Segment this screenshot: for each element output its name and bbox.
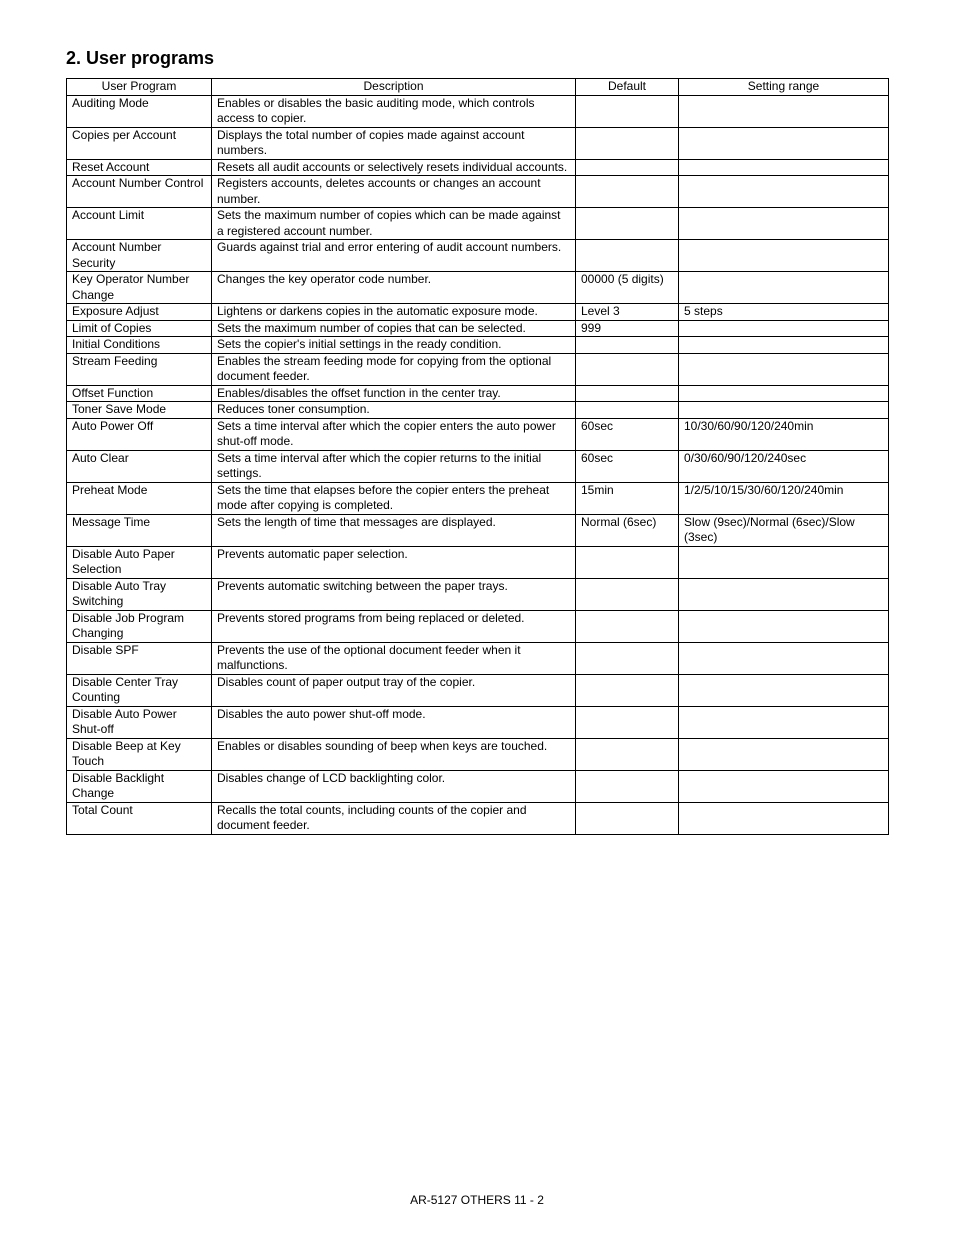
- cell-default: [576, 385, 679, 402]
- cell-default: [576, 674, 679, 706]
- cell-user-program: Limit of Copies: [67, 320, 212, 337]
- table-row: [67, 159, 889, 176]
- table-row: [67, 546, 889, 578]
- cell-user-program: Account Limit: [67, 208, 212, 240]
- cell-setting-range: [679, 610, 889, 642]
- cell-description: Enables or disables the basic auditing mode, which controls access to copier.: [212, 95, 576, 127]
- cell-description: Enables the stream feeding mode for copying from the optional document feeder.: [212, 353, 576, 385]
- cell-setting-range: [679, 642, 889, 674]
- cell-description: Resets all audit accounts or selectively resets individual accounts.: [212, 159, 576, 176]
- cell-user-program: Stream Feeding: [67, 353, 212, 385]
- cell-description: Lightens or darkens copies in the automatic exposure mode.: [212, 304, 576, 321]
- table-row: [67, 770, 889, 802]
- column-header-user-program: User Program: [67, 79, 212, 96]
- cell-description: Guards against trial and error entering of audit account numbers.: [212, 240, 576, 272]
- cell-default: [576, 738, 679, 770]
- cell-setting-range: [679, 337, 889, 354]
- cell-user-program: Disable Center Tray Counting: [67, 674, 212, 706]
- cell-setting-range: Slow (9sec)/Normal (6sec)/Slow (3sec): [679, 514, 889, 546]
- cell-setting-range: [679, 176, 889, 208]
- cell-user-program: Auditing Mode: [67, 95, 212, 127]
- cell-description: Prevents the use of the optional document feeder when it malfunctions.: [212, 642, 576, 674]
- cell-user-program: Exposure Adjust: [67, 304, 212, 321]
- cell-user-program: Key Operator Number Change: [67, 272, 212, 304]
- cell-default: [576, 642, 679, 674]
- cell-user-program: Initial Conditions: [67, 337, 212, 354]
- cell-user-program: Account Number Security: [67, 240, 212, 272]
- cell-description: Sets the maximum number of copies that can be selected.: [212, 320, 576, 337]
- cell-user-program: Disable SPF: [67, 642, 212, 674]
- cell-description: Registers accounts, deletes accounts or changes an account number.: [212, 176, 576, 208]
- table-row: [67, 208, 889, 240]
- cell-description: Prevents automatic switching between the paper trays.: [212, 578, 576, 610]
- cell-default: 60sec: [576, 450, 679, 482]
- table-row: [67, 402, 889, 419]
- cell-default: [576, 240, 679, 272]
- table-row: [67, 385, 889, 402]
- table-row: [67, 674, 889, 706]
- cell-description: Disables count of paper output tray of the copier.: [212, 674, 576, 706]
- table-row: [67, 272, 889, 304]
- table-row: [67, 320, 889, 337]
- cell-user-program: Copies per Account: [67, 127, 212, 159]
- table-row: [67, 482, 889, 514]
- cell-default: 60sec: [576, 418, 679, 450]
- cell-user-program: Account Number Control: [67, 176, 212, 208]
- user-programs-table: [66, 78, 889, 835]
- cell-user-program: Offset Function: [67, 385, 212, 402]
- table-row: [67, 706, 889, 738]
- cell-user-program: Disable Auto Tray Switching: [67, 578, 212, 610]
- cell-setting-range: 5 steps: [679, 304, 889, 321]
- cell-user-program: Disable Beep at Key Touch: [67, 738, 212, 770]
- cell-description: Recalls the total counts, including counts of the copier and document feeder.: [212, 802, 576, 834]
- cell-default: [576, 610, 679, 642]
- cell-description: Prevents automatic paper selection.: [212, 546, 576, 578]
- table-row: [67, 176, 889, 208]
- cell-setting-range: [679, 706, 889, 738]
- column-header-default: Default: [576, 79, 679, 96]
- table-body: [67, 95, 889, 834]
- cell-description: Reduces toner consumption.: [212, 402, 576, 419]
- column-header-setting-range: Setting range: [679, 79, 889, 96]
- cell-setting-range: [679, 802, 889, 834]
- cell-setting-range: 1/2/5/10/15/30/60/120/240min: [679, 482, 889, 514]
- cell-user-program: Reset Account: [67, 159, 212, 176]
- cell-setting-range: 0/30/60/90/120/240sec: [679, 450, 889, 482]
- cell-default: [576, 95, 679, 127]
- cell-setting-range: [679, 674, 889, 706]
- cell-default: [576, 176, 679, 208]
- cell-setting-range: [679, 127, 889, 159]
- cell-setting-range: [679, 578, 889, 610]
- page-title: 2. User programs: [66, 48, 215, 68]
- cell-default: [576, 802, 679, 834]
- table-row: [67, 802, 889, 834]
- cell-setting-range: [679, 95, 889, 127]
- cell-setting-range: [679, 546, 889, 578]
- cell-default: [576, 127, 679, 159]
- cell-setting-range: [679, 159, 889, 176]
- cell-setting-range: [679, 353, 889, 385]
- cell-setting-range: 10/30/60/90/120/240min: [679, 418, 889, 450]
- cell-setting-range: [679, 240, 889, 272]
- cell-setting-range: [679, 272, 889, 304]
- cell-description: Disables the auto power shut-off mode.: [212, 706, 576, 738]
- cell-user-program: Disable Job Program Changing: [67, 610, 212, 642]
- cell-setting-range: [679, 208, 889, 240]
- cell-default: [576, 546, 679, 578]
- cell-description: Sets the maximum number of copies which can be made against a registered account number.: [212, 208, 576, 240]
- cell-default: Level 3: [576, 304, 679, 321]
- cell-description: Enables or disables sounding of beep when keys are touched.: [212, 738, 576, 770]
- cell-user-program: Auto Clear: [67, 450, 212, 482]
- cell-description: Disables change of LCD backlighting color.: [212, 770, 576, 802]
- cell-setting-range: [679, 320, 889, 337]
- table-row: [67, 418, 889, 450]
- table-row: [67, 450, 889, 482]
- cell-user-program: Preheat Mode: [67, 482, 212, 514]
- table-row: [67, 610, 889, 642]
- cell-default: 00000 (5 digits): [576, 272, 679, 304]
- cell-setting-range: [679, 770, 889, 802]
- cell-setting-range: [679, 738, 889, 770]
- cell-description: Changes the key operator code number.: [212, 272, 576, 304]
- cell-default: [576, 208, 679, 240]
- table-row: [67, 127, 889, 159]
- table-row: [67, 95, 889, 127]
- cell-default: [576, 770, 679, 802]
- column-header-description: Description: [212, 79, 576, 96]
- table-row: [67, 578, 889, 610]
- table-row: [67, 240, 889, 272]
- cell-default: [576, 578, 679, 610]
- table-row: [67, 304, 889, 321]
- cell-setting-range: [679, 402, 889, 419]
- table-row: [67, 642, 889, 674]
- cell-setting-range: [679, 385, 889, 402]
- cell-default: [576, 706, 679, 738]
- table-header-row: [67, 79, 889, 96]
- page-footer: AR-5127 OTHERS 11 - 2: [410, 1193, 544, 1207]
- cell-description: Sets the length of time that messages are displayed.: [212, 514, 576, 546]
- cell-description: Prevents stored programs from being replaced or deleted.: [212, 610, 576, 642]
- table-row: [67, 738, 889, 770]
- cell-default: [576, 402, 679, 419]
- cell-description: Sets a time interval after which the copier returns to the initial settings.: [212, 450, 576, 482]
- cell-user-program: Disable Auto Power Shut-off: [67, 706, 212, 738]
- cell-default: 15min: [576, 482, 679, 514]
- table-row: [67, 337, 889, 354]
- cell-description: Sets the copier's initial settings in the ready condition.: [212, 337, 576, 354]
- cell-description: Sets a time interval after which the copier enters the auto power shut-off mode.: [212, 418, 576, 450]
- cell-user-program: Message Time: [67, 514, 212, 546]
- cell-user-program: Toner Save Mode: [67, 402, 212, 419]
- cell-default: Normal (6sec): [576, 514, 679, 546]
- cell-user-program: Disable Backlight Change: [67, 770, 212, 802]
- table-row: [67, 514, 889, 546]
- cell-description: Sets the time that elapses before the copier enters the preheat mode after copying is completed.: [212, 482, 576, 514]
- cell-user-program: Total Count: [67, 802, 212, 834]
- table-row: [67, 353, 889, 385]
- cell-default: [576, 353, 679, 385]
- cell-user-program: Disable Auto Paper Selection: [67, 546, 212, 578]
- cell-default: 999: [576, 320, 679, 337]
- cell-default: [576, 159, 679, 176]
- cell-user-program: Auto Power Off: [67, 418, 212, 450]
- cell-default: [576, 337, 679, 354]
- cell-description: Displays the total number of copies made against account numbers.: [212, 127, 576, 159]
- cell-description: Enables/disables the offset function in the center tray.: [212, 385, 576, 402]
